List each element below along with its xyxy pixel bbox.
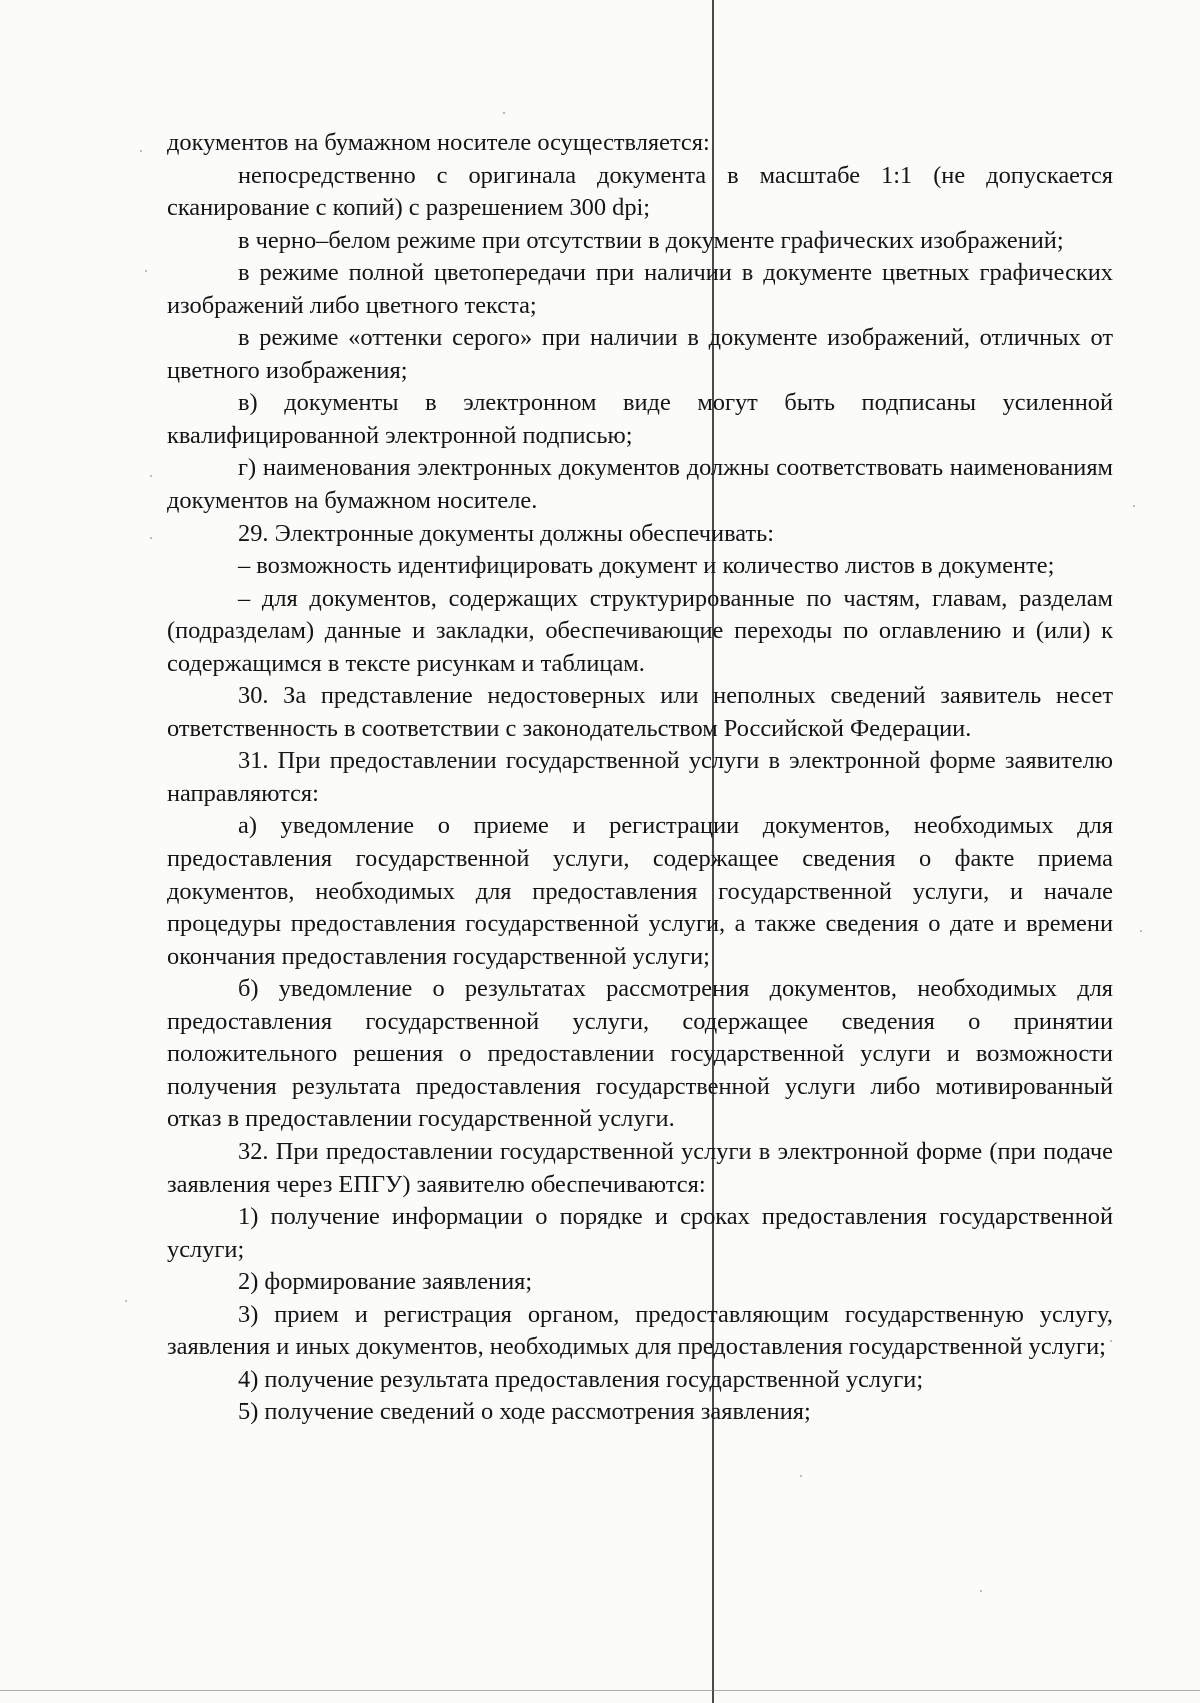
scan-speck <box>150 537 152 539</box>
scan-speck <box>800 1475 802 1477</box>
paragraph: непосредственно с оригинала документа в масштабе 1:1 (не допускается сканирование с копий) с разрешением 300 dpi; <box>167 161 1113 222</box>
paragraph: 5) получение сведений о ходе рассмотрения заявления; <box>238 1398 811 1426</box>
paragraph: а) уведомление о приеме и регистрации документов, необходимых для предоставления государственной услуги, содержащее сведения о факте приема документов, необходимых для предоставления государственной услуги, и начале процедуры предоставления государственной услуги, а также сведения о дате и времени окончания предоставления государственной услуги; <box>167 812 1113 970</box>
scan-speck <box>980 1590 982 1592</box>
paragraph: 1) получение информации о порядке и сроках предоставления государственной услуги; <box>167 1203 1113 1263</box>
paragraph: г) наименования электронных документов должны соответствовать наименованиям документов на бумажном носителе. <box>167 454 1113 515</box>
paragraph: 4) получение результата предоставления государственной услуги; <box>238 1365 924 1393</box>
scan-speck <box>145 270 147 272</box>
paragraph: в режиме полной цветопередачи при наличии в документе цветных графических изображений либо цветного текста; <box>167 259 1113 319</box>
paragraph: 31. При предоставлении государственной услуги в электронной форме заявителю направляются: <box>167 747 1113 807</box>
paragraph: б) уведомление о результатах рассмотрения документов, необходимых для предоставления государственной услуги, содержащее сведения о принятии положительного решения о предоставлении государственной услуги и возможности получения результата предоставления государственной услуги либо мотивированный отказ в предоставлении государственной услуги. <box>167 975 1113 1133</box>
document-body <box>167 127 1113 1429</box>
scan-speck <box>125 1300 127 1302</box>
paragraph: в режиме «оттенки серого» при наличии в документе изображений, отличных от цветного изображения; <box>167 324 1113 384</box>
paragraph: – возможность идентифицировать документ и количество листов в документе; <box>238 552 1055 580</box>
scan-speck <box>150 475 152 477</box>
scan-speck <box>1140 930 1142 932</box>
scan-speck <box>140 150 142 152</box>
paragraph: 32. При предоставлении государственной услуги в электронной форме (при подаче заявления через ЕПГУ) заявителю обеспечиваются: <box>167 1137 1113 1198</box>
scan-speck <box>1133 505 1135 507</box>
paragraph: в черно–белом режиме при отсутствии в документе графических изображений; <box>238 226 1064 254</box>
paragraph: 3) прием и регистрация органом, предоставляющим государственную услугу, заявления и иных документов, необходимых для предоставления государственной услуги; <box>167 1300 1113 1361</box>
paragraph: 30. За представление недостоверных или неполных сведений заявитель несет ответственность в соответствии с законодательством Российской Федерации. <box>167 682 1113 742</box>
paragraph: 2) формирование заявления; <box>238 1268 533 1296</box>
paragraph: 29. Электронные документы должны обеспечивать: <box>238 519 775 547</box>
scan-speck <box>503 112 505 114</box>
paragraph: документов на бумажном носителе осуществляется: <box>167 129 710 156</box>
scan-bottom-edge <box>0 1690 1200 1691</box>
paragraph: в) документы в электронном виде могут быть подписаны усиленной квалифицированной электронной подписью; <box>167 389 1113 449</box>
paragraph: – для документов, содержащих структурированные по частям, главам, разделам (подразделам) данные и закладки, обеспечивающие переходы по оглавлению и (или) к содержащимся в тексте рисункам и таблицам. <box>167 584 1113 677</box>
